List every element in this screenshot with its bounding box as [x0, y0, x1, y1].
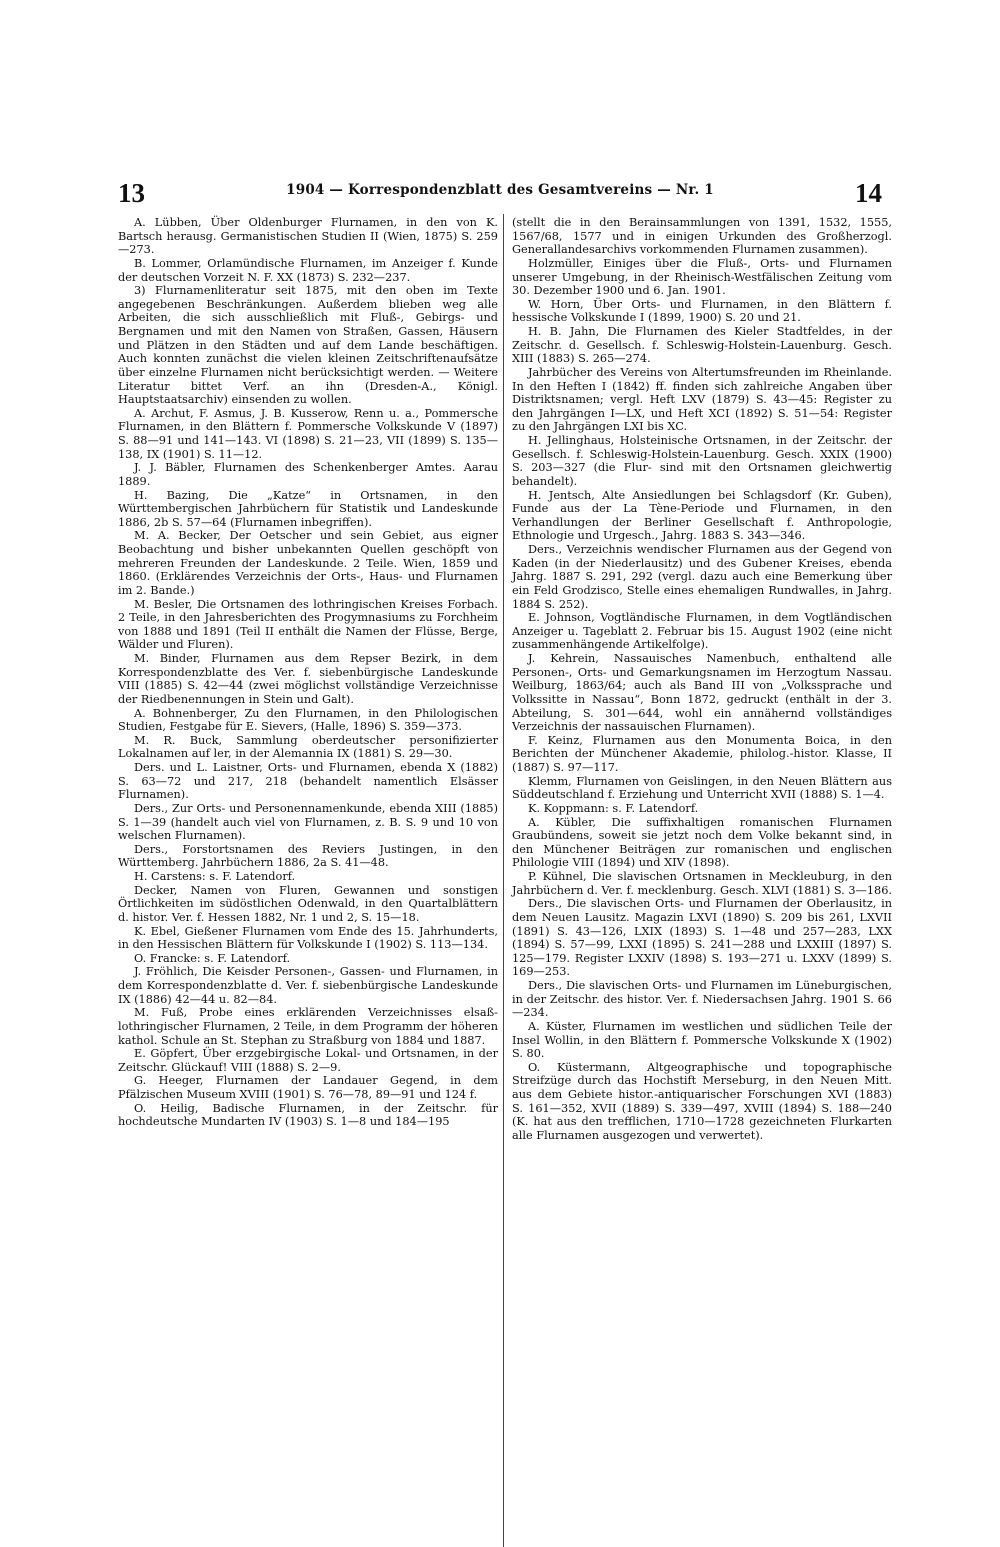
bibliography-entry: A. Lübben, Über Oldenburger Flurnamen, in den von K. Bartsch herausg. Germanistischen Studien II (Wien, 1875) S. 259—273.: [118, 216, 498, 257]
section-intro: 3) Flurnamenliteratur seit 1875, mit den oben im Texte angegebenen Beschränkungen. Außerdem blieben weg alle Arbeiten, die sich ausschließlich mit Fluß-, Gebirgs- und Bergnamen und mit den Namen von Straßen, Gassen, Häusern und Plätzen in den Städten und auf dem Lande beschäftigen. Auch konnten zunächst die vielen kleinen Zeitschriftenaufsätze über einzelne Flurnamen nicht berücksichtigt werden. — Weitere Literatur bittet Verf. an ihn (Dresden-A., Königl. Hauptstaatsarchiv) einsenden zu wollen.: [118, 284, 498, 407]
page-number-left: 13: [118, 178, 145, 208]
bibliography-entry: K. Koppmann: s. F. Latendorf.: [528, 801, 699, 815]
bibliography-entry: O. Küstermann, Altgeographische und topographische Streifzüge durch das Hochstift Merseburg, in den Neuen Mitt. aus dem Gebiete histor.-antiquarischer Forschungen XVI (1883) S. 161—352, XVII (1889) S. 339—497, XVIII (1894) S. 188—240 (K. hat aus den trefflichen, 1710—1728 gezeichneten Flurkarten alle Flurnamen ausgezogen und verwertet).: [512, 1060, 892, 1142]
bibliography-entry: A. Bohnenberger, Zu den Flurnamen, in den Philologischen Studien, Festgabe für E. Sievers, (Halle, 1896) S. 359—373.: [118, 706, 498, 734]
bibliography-entry: A. Küster, Flurnamen im westlichen und südlichen Teile der Insel Wollin, in den Blättern f. Pommersche Volkskunde X (1902) S. 80.: [512, 1019, 892, 1061]
bibliography-entry: Holzmüller, Einiges über die Fluß-, Orts- und Flurnamen unserer Umgebung, in der Rheinisch-Westfälischen Zeitung vom 30. Dezember 1900 und 6. Jan. 1901.: [512, 256, 892, 298]
bibliography-entry: J. J. Bäbler, Flurnamen des Schenkenberger Amtes. Aarau 1889.: [118, 461, 498, 488]
bibliography-entry: O. Francke: s. F. Latendorf.: [134, 951, 291, 965]
running-head: 1904 — Korrespondenzblatt des Gesamtvereins — Nr. 1: [286, 182, 714, 198]
bibliography-entry: Ders., Zur Orts- und Personennamenkunde, ebenda XIII (1885) S. 1—39 (handelt auch viel von Flurnamen, z. B. S. 9 und 10 von welschen Flurnamen).: [118, 801, 498, 843]
bibliography-entry: K. Ebel, Gießener Flurnamen vom Ende des 15. Jahrhunderts, in den Hessischen Blättern für Volkskunde I (1902) S. 113—134.: [118, 924, 498, 952]
bibliography-entry: Jahrbücher des Vereins von Altertumsfreunden im Rheinlande. In den Heften I (1842) ff. finden sich zahlreiche Angaben über Distriktsnamen; vergl. Heft LXV (1879) S. 43—45: Register zu den Jahrgängen I—LX, und Heft XCI (1892) S. 51—54: Register zu den Jahrgängen LXI bis XC.: [512, 365, 892, 434]
bibliography-entry: H. Carstens: s. F. Latendorf.: [134, 870, 296, 883]
bibliography-entry-continued: (stellt die in den Berainsammlungen von 1391, 1532, 1555, 1567/68, 1577 und in einigen Urkunden des Großherzogl. Generallandesarchivs vorkommenden Flurnamen zusammen).: [512, 216, 892, 257]
bibliography-entry: W. Horn, Über Orts- und Flurnamen, in den Blättern f. hessische Volkskunde I (1899, 1900) S. 20 und 21.: [512, 297, 892, 325]
bibliography-entry: J. Kehrein, Nassauisches Namenbuch, enthaltend alle Personen-, Orts- und Gemarkungsnamen im Herzogtum Nassau. Weilburg, 1863/64; auch als Band III von „Volkssprache und Volkssitte in Nassau“, Bonn 1872, gedruckt (enthält in der 3. Abteilung, S. 301—644, wohl ein annähernd vollständiges Verzeichnis der nassauischen Flurnamen).: [512, 652, 892, 734]
bibliography-entry: M. A. Becker, Der Oetscher und sein Gebiet, aus eigner Beobachtung und bisher unbekannten Quellen geschöpft von mehreren Freunden der Landeskunde. 2 Teile. Wien, 1859 und 1860. (Erklärendes Verzeichnis der Orts-, Haus- und Flurnamen im 2. Bande.): [118, 529, 498, 597]
bibliography-entry: H. Jentsch, Alte Ansiedlungen bei Schlagsdorf (Kr. Guben), Funde aus der La Tène-Periode und Flurnamen, in den Verhandlungen der Berliner Gesellschaft f. Anthropologie, Ethnologie und Urgesch., Jahrg. 1883 S. 343—346.: [512, 488, 892, 543]
page-header: [118, 178, 882, 208]
bibliography-entry: Ders., Die slavischen Orts- und Flurnamen im Lüneburgischen, in der Zeitschr. des histor. Ver. f. Niedersachsen Jahrg. 1901 S. 66—234.: [512, 979, 892, 1020]
bibliography-entry: P. Kühnel, Die slavischen Ortsnamen in Meckleuburg, in den Jahrbüchern d. Ver. f. mecklenburg. Gesch. XLVI (1881) S. 3—186.: [512, 870, 893, 897]
right-column: [512, 216, 892, 1143]
bibliography-entry: M. Fuß, Probe eines erklärenden Verzeichnisses elsaß-lothringischer Flurnamen, 2 Teile, in dem Programm der höheren kathol. Schule an St. Stephan zu Straßburg von 1884 und 1887.: [118, 1006, 498, 1047]
bibliography-entry: H. Bazing, Die „Katze“ in Ortsnamen, in den Württembergischen Jahrbüchern für Statistik und Landeskunde 1886, 2b S. 57—64 (Flurnamen inbegriffen).: [118, 488, 498, 529]
bibliography-entry: Ders., Forstortsnamen des Reviers Justingen, in den Württemberg. Jahrbüchern 1886, 2a S. 41—48.: [118, 842, 498, 870]
bibliography-entry: Decker, Namen von Fluren, Gewannen und sonstigen Örtlichkeiten im südöstlichen Odenwald, in den Quartalblättern d. histor. Ver. f. Hessen 1882, Nr. 1 und 2, S. 15—18.: [118, 883, 498, 924]
bibliography-entry: A. Archut, F. Asmus, J. B. Kusserow, Renn u. a., Pommersche Flurnamen, in den Blättern f. Pommersche Volkskunde V (1897) S. 88—91 und 141—143. VI (1898) S. 21—23, VII (1899) S. 135—138, IX (1901) S. 11—12.: [118, 406, 498, 461]
bibliography-entry: Klemm, Flurnamen von Geislingen, in den Neuen Blättern aus Süddeutschland f. Erziehung und Unterricht XVII (1888) S. 1—4.: [512, 774, 892, 802]
column-divider: [503, 214, 504, 1547]
bibliography-entry: J. Fröhlich, Die Keisder Personen-, Gassen- und Flurnamen, in dem Korrespondenzblatte d. Ver. f. siebenbürgische Landeskunde IX (1886) 42—44 u. 82—84.: [118, 965, 498, 1006]
bibliography-entry: H. B. Jahn, Die Flurnamen des Kieler Stadtfeldes, in der Zeitschr. d. Gesellsch. f. Schleswig-Holstein-Lauenburg. Gesch. XIII (1883) S. 265—274.: [512, 325, 892, 366]
left-column: [118, 216, 498, 1129]
bibliography-entry: Ders., Verzeichnis wendischer Flurnamen aus der Gegend von Kaden (in der Niederlausitz) und des Gubener Kreises, ebenda Jahrg. 1887 S. 291, 292 (vergl. dazu auch eine Bemerkung über ein Feld Grodzisco, Stelle eines ehemaligen Rundwalles, in Jahrg. 1884 S. 252).: [512, 543, 892, 611]
bibliography-entry: B. Lommer, Orlamündische Flurnamen, im Anzeiger f. Kunde der deutschen Vorzeit N. F. XX (1873) S. 232—237.: [118, 256, 498, 284]
bibliography-entry: M. Besler, Die Ortsnamen des lothringischen Kreises Forbach. 2 Teile, in den Jahresberichten des Progymnasiums zu Forchheim von 1888 und 1891 (Teil II enthält die Namen der Flüsse, Berge, Wälder und Fluren).: [118, 597, 498, 652]
bibliography-entry: Ders., Die slavischen Orts- und Flurnamen der Oberlausitz, in dem Neuen Lausitz. Magazin LXVI (1890) S. 209 bis 261, LXVII (1891) S. 43—126, LXIX (1893) S. 1—48 und 257—283, LXX (1894) S. 57—99, LXXI (1895) S. 241—288 und LXXIII (1897) S. 125—179. Register LXXIV (1898) S. 193—271 u. LXXV (1899) S. 169—253.: [512, 897, 892, 979]
bibliography-entry: E. Johnson, Vogtländische Flurnamen, in dem Vogtländischen Anzeiger u. Tageblatt 2. Februar bis 15. August 1902 (eine nicht zusammenhängende Artikelfolge).: [512, 611, 892, 652]
bibliography-entry: M. Binder, Flurnamen aus dem Repser Bezirk, in dem Korrespondenzblatte des Ver. f. siebenbürgische Landeskunde VIII (1885) S. 42—44 (zwei möglichst vollständige Verzeichnisse der Riedbenennungen in Stein und Galt).: [118, 652, 498, 706]
bibliography-entry: A. Kübler, Die suffixhaltigen romanischen Flurnamen Graubündens, soweit sie jetzt noch dem Volke bekannt sind, in den Münchener Beiträgen zur romanischen und englischen Philologie VIII (1894) und XIV (1898).: [512, 815, 892, 870]
bibliography-entry: Ders. und L. Laistner, Orts- und Flurnamen, ebenda X (1882) S. 63—72 und 217, 218 (behandelt namentlich Elsässer Flurnamen).: [118, 761, 498, 802]
bibliography-entry: H. Jellinghaus, Holsteinische Ortsnamen, in der Zeitschr. der Gesellsch. f. Schleswig-Holstein-Lauenburg. Gesch. XXIX (1900) S. 203—327 (die Flur- sind mit den Ortsnamen gleichwertig behandelt).: [512, 434, 892, 488]
bibliography-entry: F. Keinz, Flurnamen aus den Monumenta Boica, in den Berichten der Münchener Akademie, philolog.-histor. Klasse, II (1887) S. 97—117.: [512, 733, 892, 774]
bibliography-entry: M. R. Buck, Sammlung oberdeutscher personifizierter Lokalnamen auf ler, in der Alemannia IX (1881) S. 29—30.: [118, 733, 498, 761]
page-number-right: 14: [855, 178, 882, 208]
bibliography-entry: G. Heeger, Flurnamen der Landauer Gegend, in dem Pfälzischen Museum XVIII (1901) S. 76—78, 89—91 und 124 f.: [118, 1074, 498, 1101]
bibliography-entry: E. Göpfert, Über erzgebirgische Lokal- und Ortsnamen, in der Zeitschr. Glückauf! VIII (1888) S. 2—9.: [118, 1047, 498, 1074]
bibliography-entry: O. Heilig, Badische Flurnamen, in der Zeitschr. für hochdeutsche Mundarten IV (1903) S. 1—8 und 184—195: [118, 1101, 498, 1129]
